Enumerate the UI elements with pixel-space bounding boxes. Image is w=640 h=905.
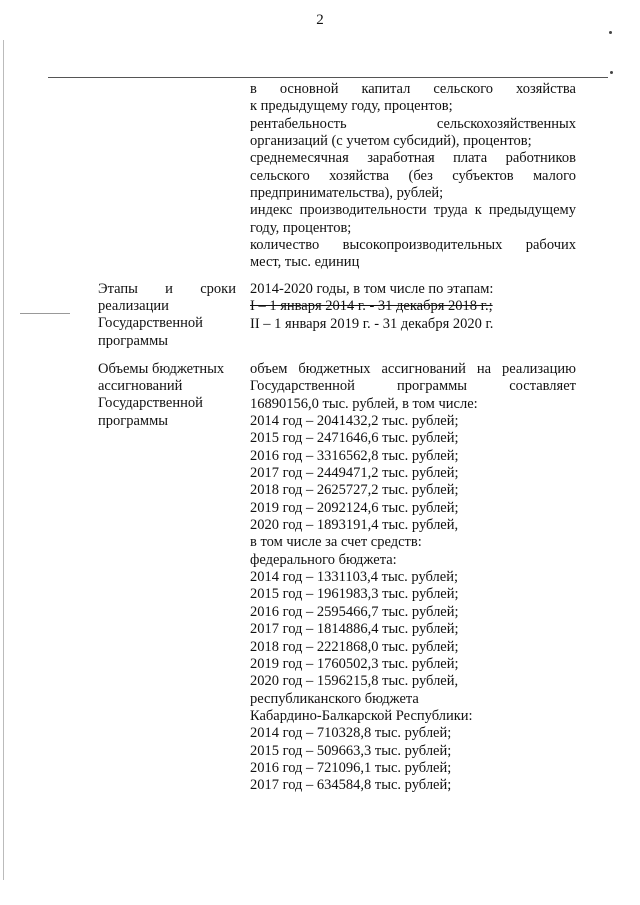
text-line: 2014-2020 годы, в том числе по этапам: bbox=[250, 281, 494, 297]
scan-margin-line bbox=[3, 40, 4, 880]
text-line: 2015 год – 509663,3 тыс. рублей; bbox=[250, 742, 452, 759]
text-line: Кабардино-Балкарской Республики: bbox=[250, 707, 473, 724]
text-line: программы bbox=[98, 332, 168, 349]
text-line: реализации bbox=[98, 298, 169, 315]
text-line: республиканского бюджета bbox=[250, 690, 419, 707]
text-line: Этапы и сроки bbox=[98, 281, 236, 297]
scan-dot bbox=[609, 31, 612, 34]
top-rule bbox=[48, 77, 608, 78]
text-line: Государственной программы составляет bbox=[250, 378, 576, 395]
text-line: мест, тыс. единиц bbox=[250, 254, 360, 271]
text-line: 2016 год – 2595466,7 тыс. рублей; bbox=[250, 603, 459, 620]
text-line: сельского хозяйства (без субъектов малого bbox=[250, 167, 576, 184]
text-line: организаций (с учетом субсидий), процентов; bbox=[250, 133, 532, 150]
text-line: году, процентов; bbox=[250, 219, 352, 236]
budget-label bbox=[98, 361, 236, 430]
text-line: I – 1 января 2014 г. - 31 декабря 2018 г.; bbox=[250, 298, 493, 315]
text-line: 2014 год – 710328,8 тыс. рублей; bbox=[250, 725, 452, 742]
text-line: 2018 год – 2221868,0 тыс. рублей; bbox=[250, 638, 459, 655]
text-line: предпринимательства), рублей; bbox=[250, 185, 444, 202]
text-line: в том числе за счет средств: bbox=[250, 534, 422, 551]
text-line: 16890156,0 тыс. рублей, в том числе: bbox=[250, 395, 478, 412]
text-line: 2017 год – 634584,8 тыс. рублей; bbox=[250, 777, 452, 794]
text-line: 2014 год – 1331103,4 тыс. рублей; bbox=[250, 569, 458, 586]
text-line: в основной капитал сельского хозяйства bbox=[250, 81, 576, 97]
text-line: 2017 год – 1814886,4 тыс. рублей; bbox=[250, 621, 459, 638]
scan-dot bbox=[610, 71, 613, 74]
text-line: Государственной bbox=[98, 395, 203, 412]
text-line: рентабельность сельскохозяйственных bbox=[250, 115, 576, 132]
text-line: программы bbox=[98, 412, 168, 429]
budget-value bbox=[250, 361, 576, 795]
stages-value bbox=[250, 281, 576, 333]
text-line: 2019 год – 1760502,3 тыс. рублей; bbox=[250, 655, 459, 672]
text-line: 2014 год – 2041432,2 тыс. рублей; bbox=[250, 413, 459, 430]
text-line: Объемы бюджетных bbox=[98, 361, 225, 377]
page-number: 2 bbox=[316, 12, 324, 28]
text-line: 2016 год – 721096,1 тыс. рублей; bbox=[250, 759, 452, 776]
text-line: Государственной bbox=[98, 315, 203, 332]
text-line: 2017 год – 2449471,2 тыс. рублей; bbox=[250, 465, 459, 482]
text-line: объем бюджетных ассигнований на реализацию bbox=[250, 361, 576, 377]
text-line: II – 1 января 2019 г. - 31 декабря 2020 г. bbox=[250, 315, 494, 332]
indicators-continued bbox=[250, 81, 576, 272]
text-line: 2016 год – 3316562,8 тыс. рублей; bbox=[250, 447, 459, 464]
text-line: среднемесячная заработная плата работников bbox=[250, 150, 576, 167]
text-line: 2018 год – 2625727,2 тыс. рублей; bbox=[250, 482, 459, 499]
text-line: 2020 год – 1596215,8 тыс. рублей, bbox=[250, 673, 459, 690]
stages-label bbox=[98, 281, 236, 350]
text-line: 2015 год – 2471646,6 тыс. рублей; bbox=[250, 430, 459, 447]
scan-mark bbox=[20, 313, 70, 314]
text-line: федерального бюджета: bbox=[250, 551, 397, 568]
text-line: 2019 год – 2092124,6 тыс. рублей; bbox=[250, 499, 459, 516]
text-line: к предыдущему году, процентов; bbox=[250, 98, 453, 115]
text-line: ассигнований bbox=[98, 378, 183, 395]
text-line: 2015 год – 1961983,3 тыс. рублей; bbox=[250, 586, 459, 603]
text-line: индекс производительности труда к предыдущему bbox=[250, 202, 576, 219]
text-line: количество высокопроизводительных рабочих bbox=[250, 237, 576, 254]
text-line: 2020 год – 1893191,4 тыс. рублей, bbox=[250, 517, 459, 534]
